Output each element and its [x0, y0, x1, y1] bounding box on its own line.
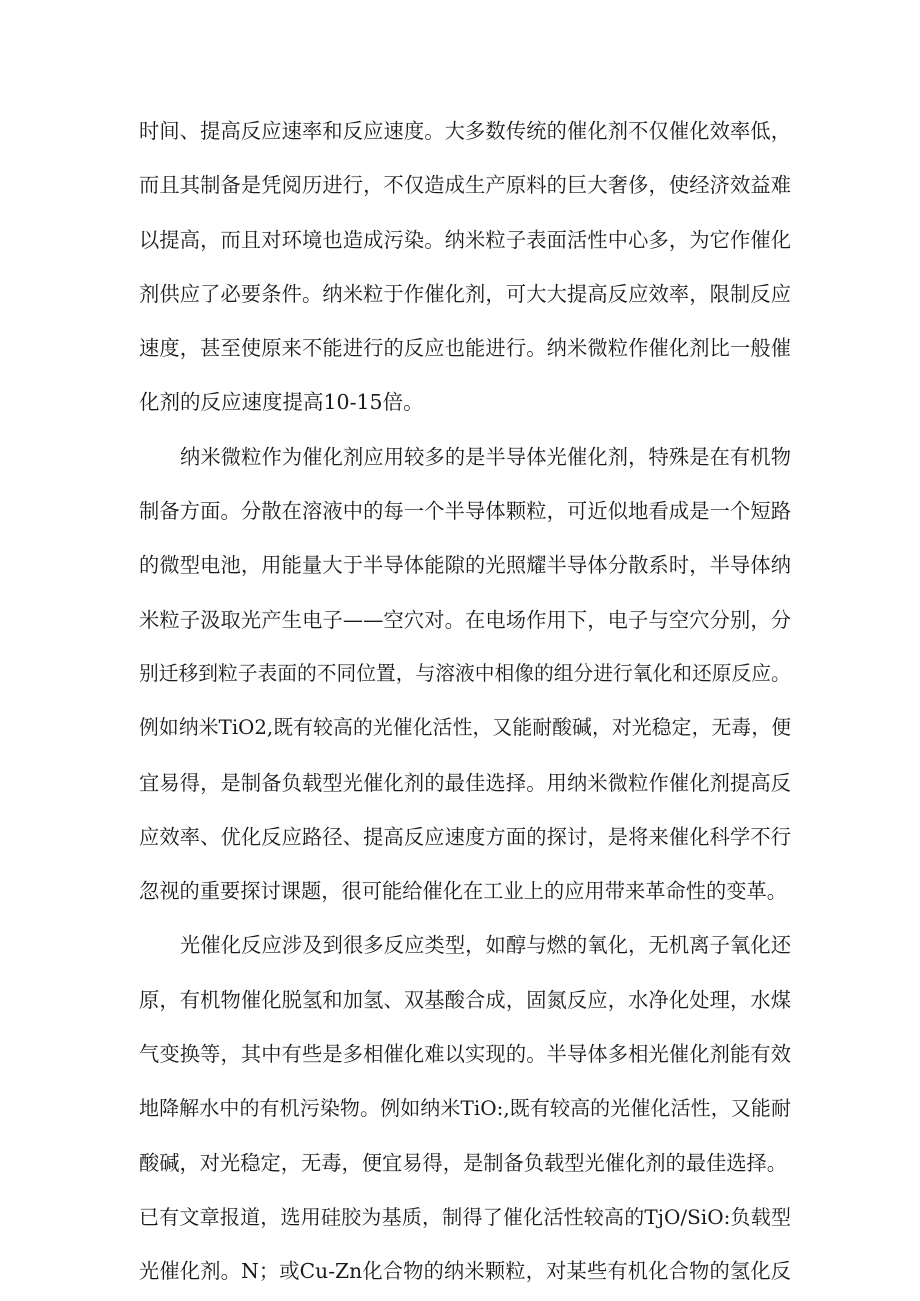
text-line: 速度，甚至使原来不能进行的反应也能进行。纳米微粒作催化剂比一般催: [139, 336, 791, 361]
text-line: 原，有机物催化脱氢和加氢、双基酸合成，固氮反应，水净化处理，水煤: [139, 987, 791, 1012]
text-line: 应效率、优化反应路径、提高反应速度方面的探讨，是将来催化科学不行: [139, 824, 791, 849]
text-line: 化剂的反应速度提高10-15倍。: [139, 390, 424, 415]
text-line: 酸碱，对光稳定，无毒，便宜易得，是制备负载型光催化剂的最佳选择。: [139, 1150, 788, 1175]
text-line: 例如纳米TiO2,既有较高的光催化活性，又能耐酸碱，对光稳定，无毒，便: [139, 716, 791, 740]
document-body: [139, 104, 791, 1299]
text-line: 已有文章报道，选用硅胶为基质，制得了催化活性较高的TjO/SiO:负载型: [139, 1204, 791, 1229]
text-line: 纳米微粒作为催化剂应用较多的是半导体光催化剂，特殊是在有机物: [180, 444, 791, 469]
text-line: 宜易得，是制备负载型光催化剂的最佳选择。用纳米微粒作催化剂提高反: [139, 770, 791, 795]
text-line: 以提高，而且对环境也造成污染。纳米粒子表面活性中心多，为它作催化: [139, 227, 791, 252]
text-line: 别迁移到粒子表面的不同位置，与溶液中相像的组分进行氧化和还原反应。: [139, 661, 791, 685]
paragraph-3: [139, 918, 791, 1298]
text-line: 时间、提高反应速率和反应速度。大多数传统的催化剂不仅催化效率低，: [139, 119, 791, 143]
text-line: 光催化反应涉及到很多反应类型，如醇与燃的氧化，无机离子氧化还: [180, 933, 791, 958]
paragraph-1: [139, 104, 791, 430]
text-line: 地降解水中的有机污染物。例如纳米TiO:,既有较高的光催化活性，又能耐: [139, 1096, 791, 1121]
text-line: 而且其制备是凭阅历进行，不仅造成生产原料的巨大奢侈，使经济效益难: [139, 173, 791, 198]
text-line: 剂供应了必要条件。纳米粒于作催化剂，可大大提高反应效率，限制反应: [139, 281, 791, 306]
text-line: 米粒子汲取光产生电子——空穴对。在电场作用下，电子与空穴分别，分: [139, 607, 791, 632]
paragraph-2: [139, 430, 791, 919]
text-line: 制备方面。分散在溶液中的每一个半导体颗粒，可近似地看成是一个短路: [139, 499, 791, 524]
text-line: 的微型电池，用能量大于半导体能隙的光照耀半导体分散系时，半导体纳: [139, 553, 791, 578]
text-line: 光催化剂。N；或Cu-Zn化合物的纳米颗粒，对某些有机化合物的氢化反: [139, 1259, 791, 1284]
text-line: 气变换等，其中有些是多相催化难以实现的。半导体多相光催化剂能有效: [139, 1042, 791, 1067]
text-line: 忽视的重要探讨课题，很可能给催化在工业上的应用带来革命性的变革。: [139, 879, 788, 904]
